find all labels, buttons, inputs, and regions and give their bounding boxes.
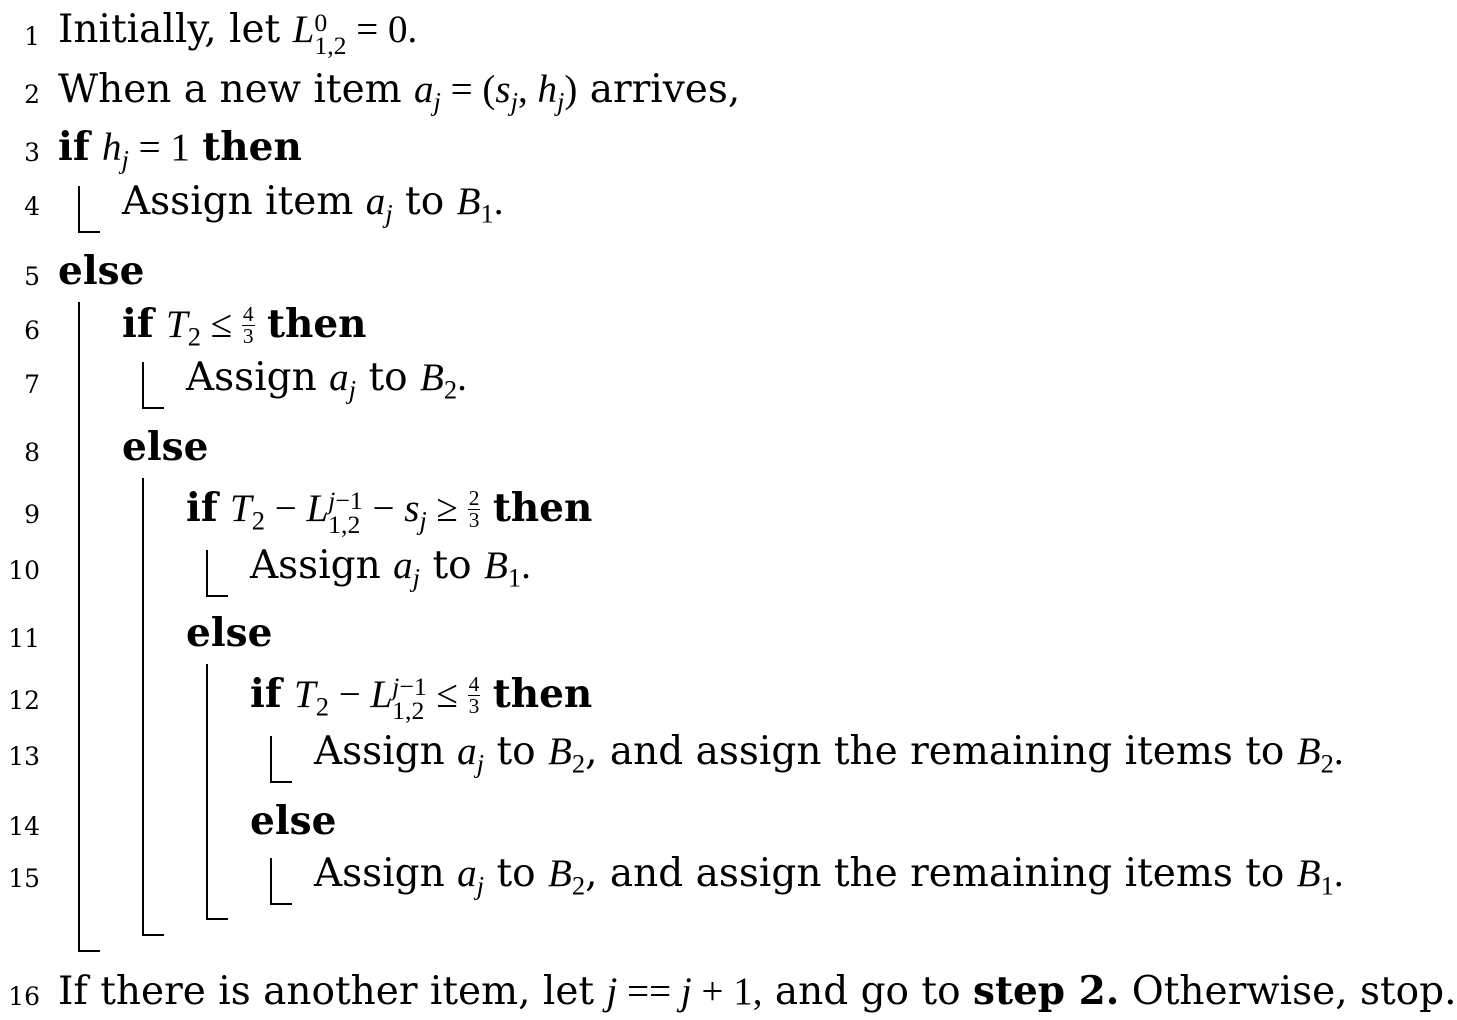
line-number: 7 [24, 370, 40, 399]
line-number: 4 [24, 192, 40, 221]
block-bar-if-2 [142, 362, 144, 408]
line-number: 5 [24, 262, 40, 291]
math-L-initial: L 0 1,2 [292, 7, 347, 60]
line-text: else [250, 798, 337, 844]
line-text: Initially, let L 0 1,2 = 0. [58, 7, 418, 60]
line-text: else [122, 424, 209, 470]
line-number: 10 [8, 556, 40, 585]
line-text: Assign item $a_j$ to $B_1$. [122, 179, 504, 229]
line-text: else [58, 248, 145, 294]
line-number: 9 [24, 500, 40, 529]
line-text: if $T_2$ ≤ $\frac{4}{3}$ then [122, 301, 367, 352]
line-text: Assign $a_j$ to $B_1$. [250, 543, 531, 593]
line-text: When a new item $a_j = (s_j$, $h_j$) arrives, [58, 67, 741, 117]
line-text: Assign $a_j$ to $B_2$, and assign the remaining items to $B_1$. [314, 851, 1344, 901]
block-tick-else-4 [270, 903, 292, 905]
line-text: If there is another item, let j == j + 1, and go to step 2. Otherwise, stop. [58, 968, 1457, 1014]
line-number: 1 [24, 22, 40, 51]
line-text: else [186, 610, 273, 656]
line-number: 16 [8, 982, 40, 1011]
line-number: 13 [8, 742, 40, 771]
block-bar-else-1 [78, 302, 80, 952]
block-tick-if-1 [78, 231, 100, 233]
line-number: 12 [8, 686, 40, 715]
block-tick-if-2 [142, 407, 164, 409]
line-number: 6 [24, 316, 40, 345]
block-bar-if-1 [78, 186, 80, 232]
line-number: 11 [8, 624, 40, 653]
line-number: 3 [24, 138, 40, 167]
line-text: Assign $a_j$ to $B_2$, and assign the remaining items to $B_2$. [314, 729, 1344, 779]
line-text: if $T_2 - L$ j−1 1,2 ≤ $\frac{4}{3}$ then [250, 671, 593, 725]
block-tick-else-1 [78, 950, 100, 952]
block-bar-else-3 [206, 664, 208, 920]
block-tick-if-3 [206, 595, 228, 597]
line-text: if $T_2 - L$ j−1 1,2 − $s_j$ ≥ $\frac{2}{3}$ then [186, 485, 593, 539]
block-tick-else-3 [206, 918, 228, 920]
block-tick-if-4 [270, 781, 292, 783]
block-tick-else-2 [142, 934, 164, 936]
line-number: 8 [24, 438, 40, 467]
line-text: Assign $a_j$ to $B_2$. [186, 355, 467, 405]
line-number: 15 [8, 864, 40, 893]
block-bar-if-3 [206, 550, 208, 596]
block-bar-else-2 [142, 478, 144, 936]
line-number: 14 [8, 812, 40, 841]
line-text: if $h_j = 1$ then [58, 124, 302, 175]
block-bar-if-4 [270, 736, 272, 782]
line-number: 2 [24, 80, 40, 109]
block-bar-else-4 [270, 858, 272, 904]
